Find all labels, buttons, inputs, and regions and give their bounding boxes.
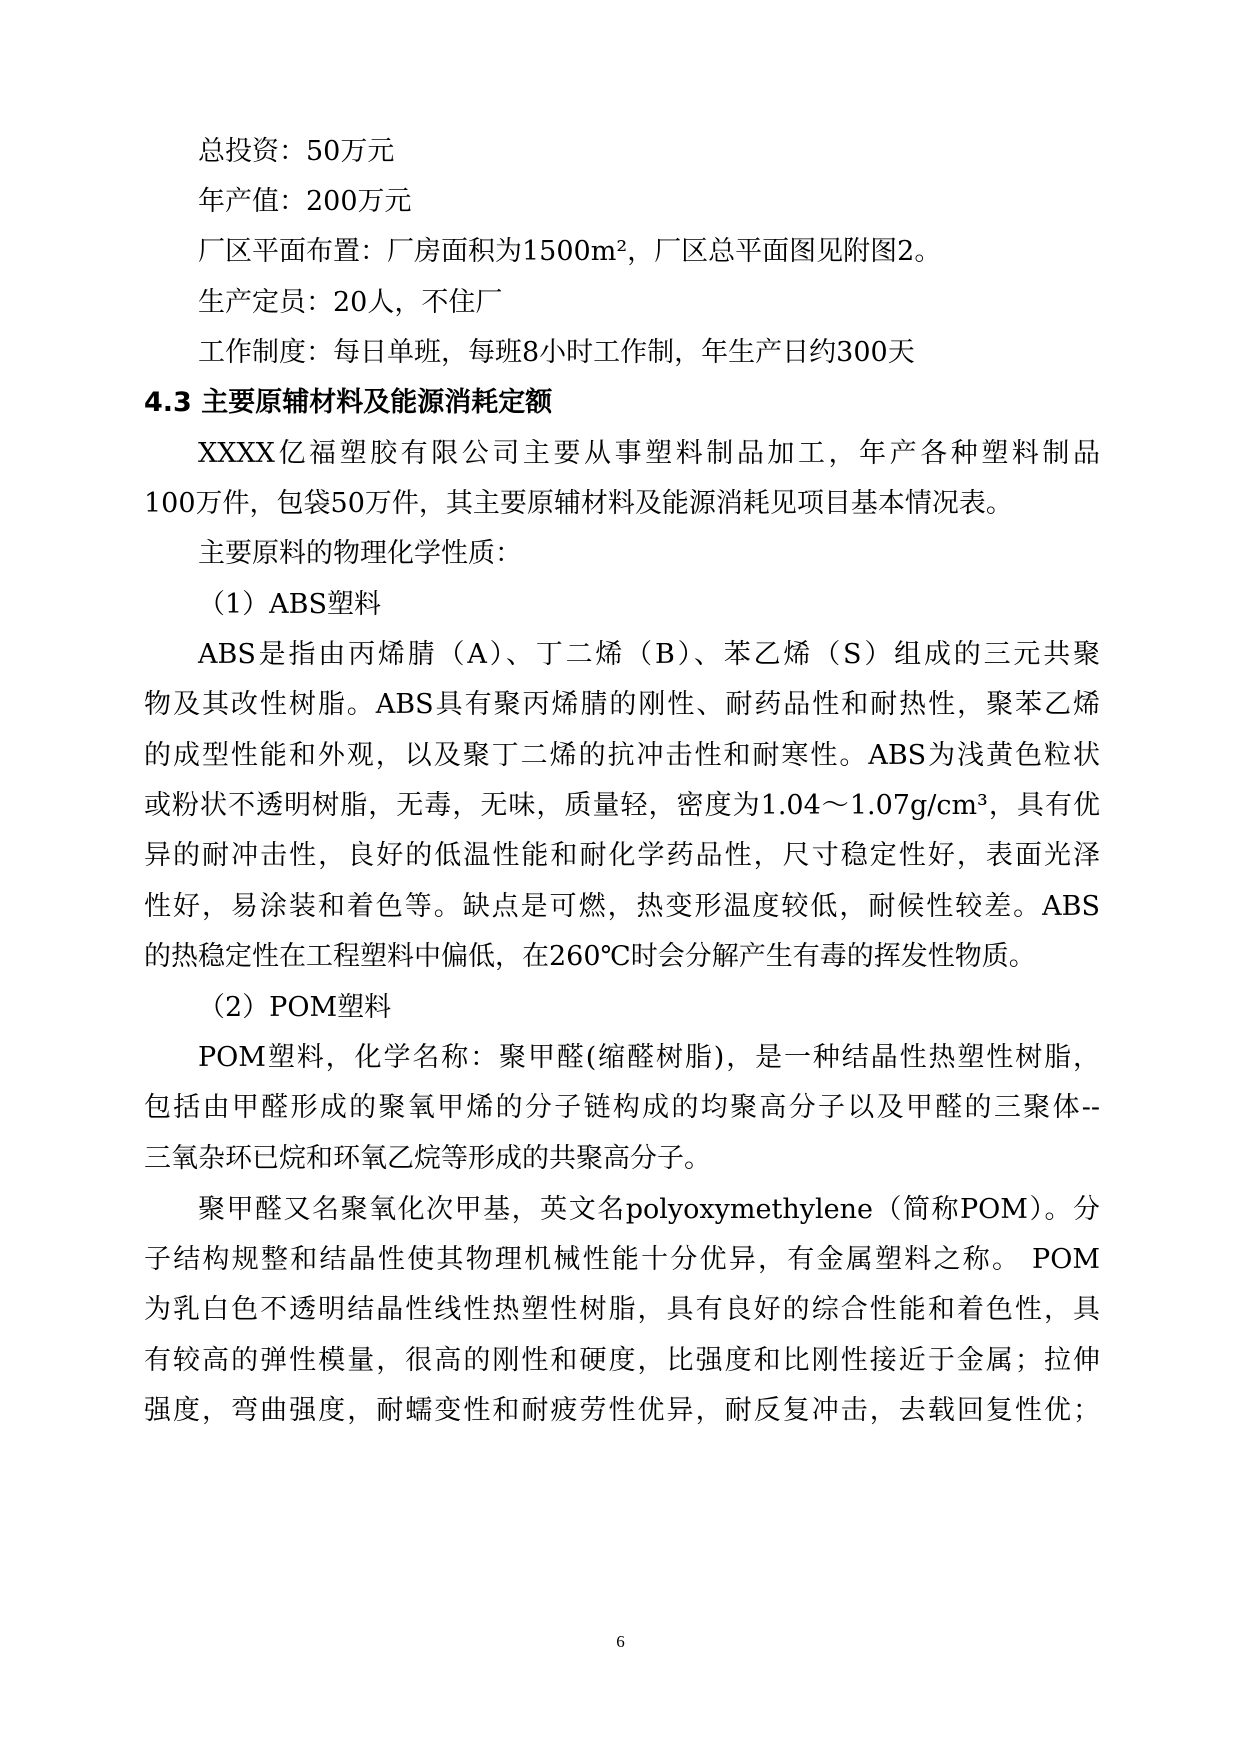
paragraph-line: 性好，易涂装和着色等。缺点是可燃，热变形温度较低，耐候性较差。ABS (144, 891, 1100, 922)
paragraph-line: 的热稳定性在工程塑料中偏低，在260℃时会分解产生有毒的挥发性物质。 (144, 941, 1036, 972)
text-line: 年产值：200万元 (198, 186, 412, 217)
text-line: 生产定员：20人，不住厂 (198, 287, 503, 318)
paragraph-line: 物及其改性树脂。ABS具有聚丙烯腈的刚性、耐药品性和耐热性，聚苯乙烯 (144, 689, 1100, 720)
subheading: （1）ABS塑料 (198, 589, 382, 620)
paragraph-line: 或粉状不透明树脂，无毒，无味，质量轻，密度为1.04～1.07g/cm³，具有优 (144, 790, 1100, 821)
text-line: 工作制度：每日单班，每班8小时工作制，年生产日约300天 (198, 337, 915, 368)
paragraph-line: 聚甲醛又名聚氧化次甲基，英文名polyoxymethylene（简称POM）。分 (198, 1194, 1100, 1225)
paragraph-line: 有较高的弹性模量，很高的刚性和硬度，比强度和比刚性接近于金属；拉伸 (144, 1345, 1100, 1376)
paragraph-line: POM塑料，化学名称：聚甲醛(缩醛树脂)，是一种结晶性热塑性树脂， (198, 1042, 1100, 1073)
paragraph-line: 包括由甲醛形成的聚氧甲烯的分子链构成的均聚高分子以及甲醛的三聚体-- (144, 1092, 1100, 1123)
text-line: 厂区平面布置：厂房面积为1500m²，厂区总平面图见附图2。 (198, 236, 942, 267)
paragraph-line: 异的耐冲击性，良好的低温性能和耐化学药品性，尺寸稳定性好，表面光泽 (144, 840, 1100, 871)
paragraph-line: 三氧杂环已烷和环氧乙烷等形成的共聚高分子。 (144, 1143, 711, 1174)
subheading: （2）POM塑料 (198, 992, 392, 1023)
page-number: 6 (616, 1632, 625, 1651)
text-line: 主要原料的物理化学性质： (198, 538, 522, 569)
paragraph-line: 100万件，包袋50万件，其主要原辅材料及能源消耗见项目基本情况表。 (144, 488, 1013, 519)
text-line: 总投资：50万元 (198, 136, 395, 167)
section-heading: 4.3 主要原辅材料及能源消耗定额 (144, 387, 553, 418)
paragraph-line: 的成型性能和外观，以及聚丁二烯的抗冲击性和耐寒性。ABS为浅黄色粒状 (144, 740, 1100, 771)
paragraph-line: 强度，弯曲强度，耐蠕变性和耐疲劳性优异，耐反复冲击，去载回复性优； (144, 1395, 1100, 1426)
paragraph-line: 子结构规整和结晶性使其物理机械性能十分优异，有金属塑料之称。 POM (144, 1244, 1100, 1275)
paragraph-line: ABS是指由丙烯腈（A）、丁二烯（B）、苯乙烯（S）组成的三元共聚 (198, 639, 1100, 670)
paragraph-line: 为乳白色不透明结晶性线性热塑性树脂，具有良好的综合性能和着色性，具 (144, 1294, 1100, 1325)
paragraph-line: XXXX亿福塑胶有限公司主要从事塑料制品加工，年产各种塑料制品 (198, 438, 1100, 469)
